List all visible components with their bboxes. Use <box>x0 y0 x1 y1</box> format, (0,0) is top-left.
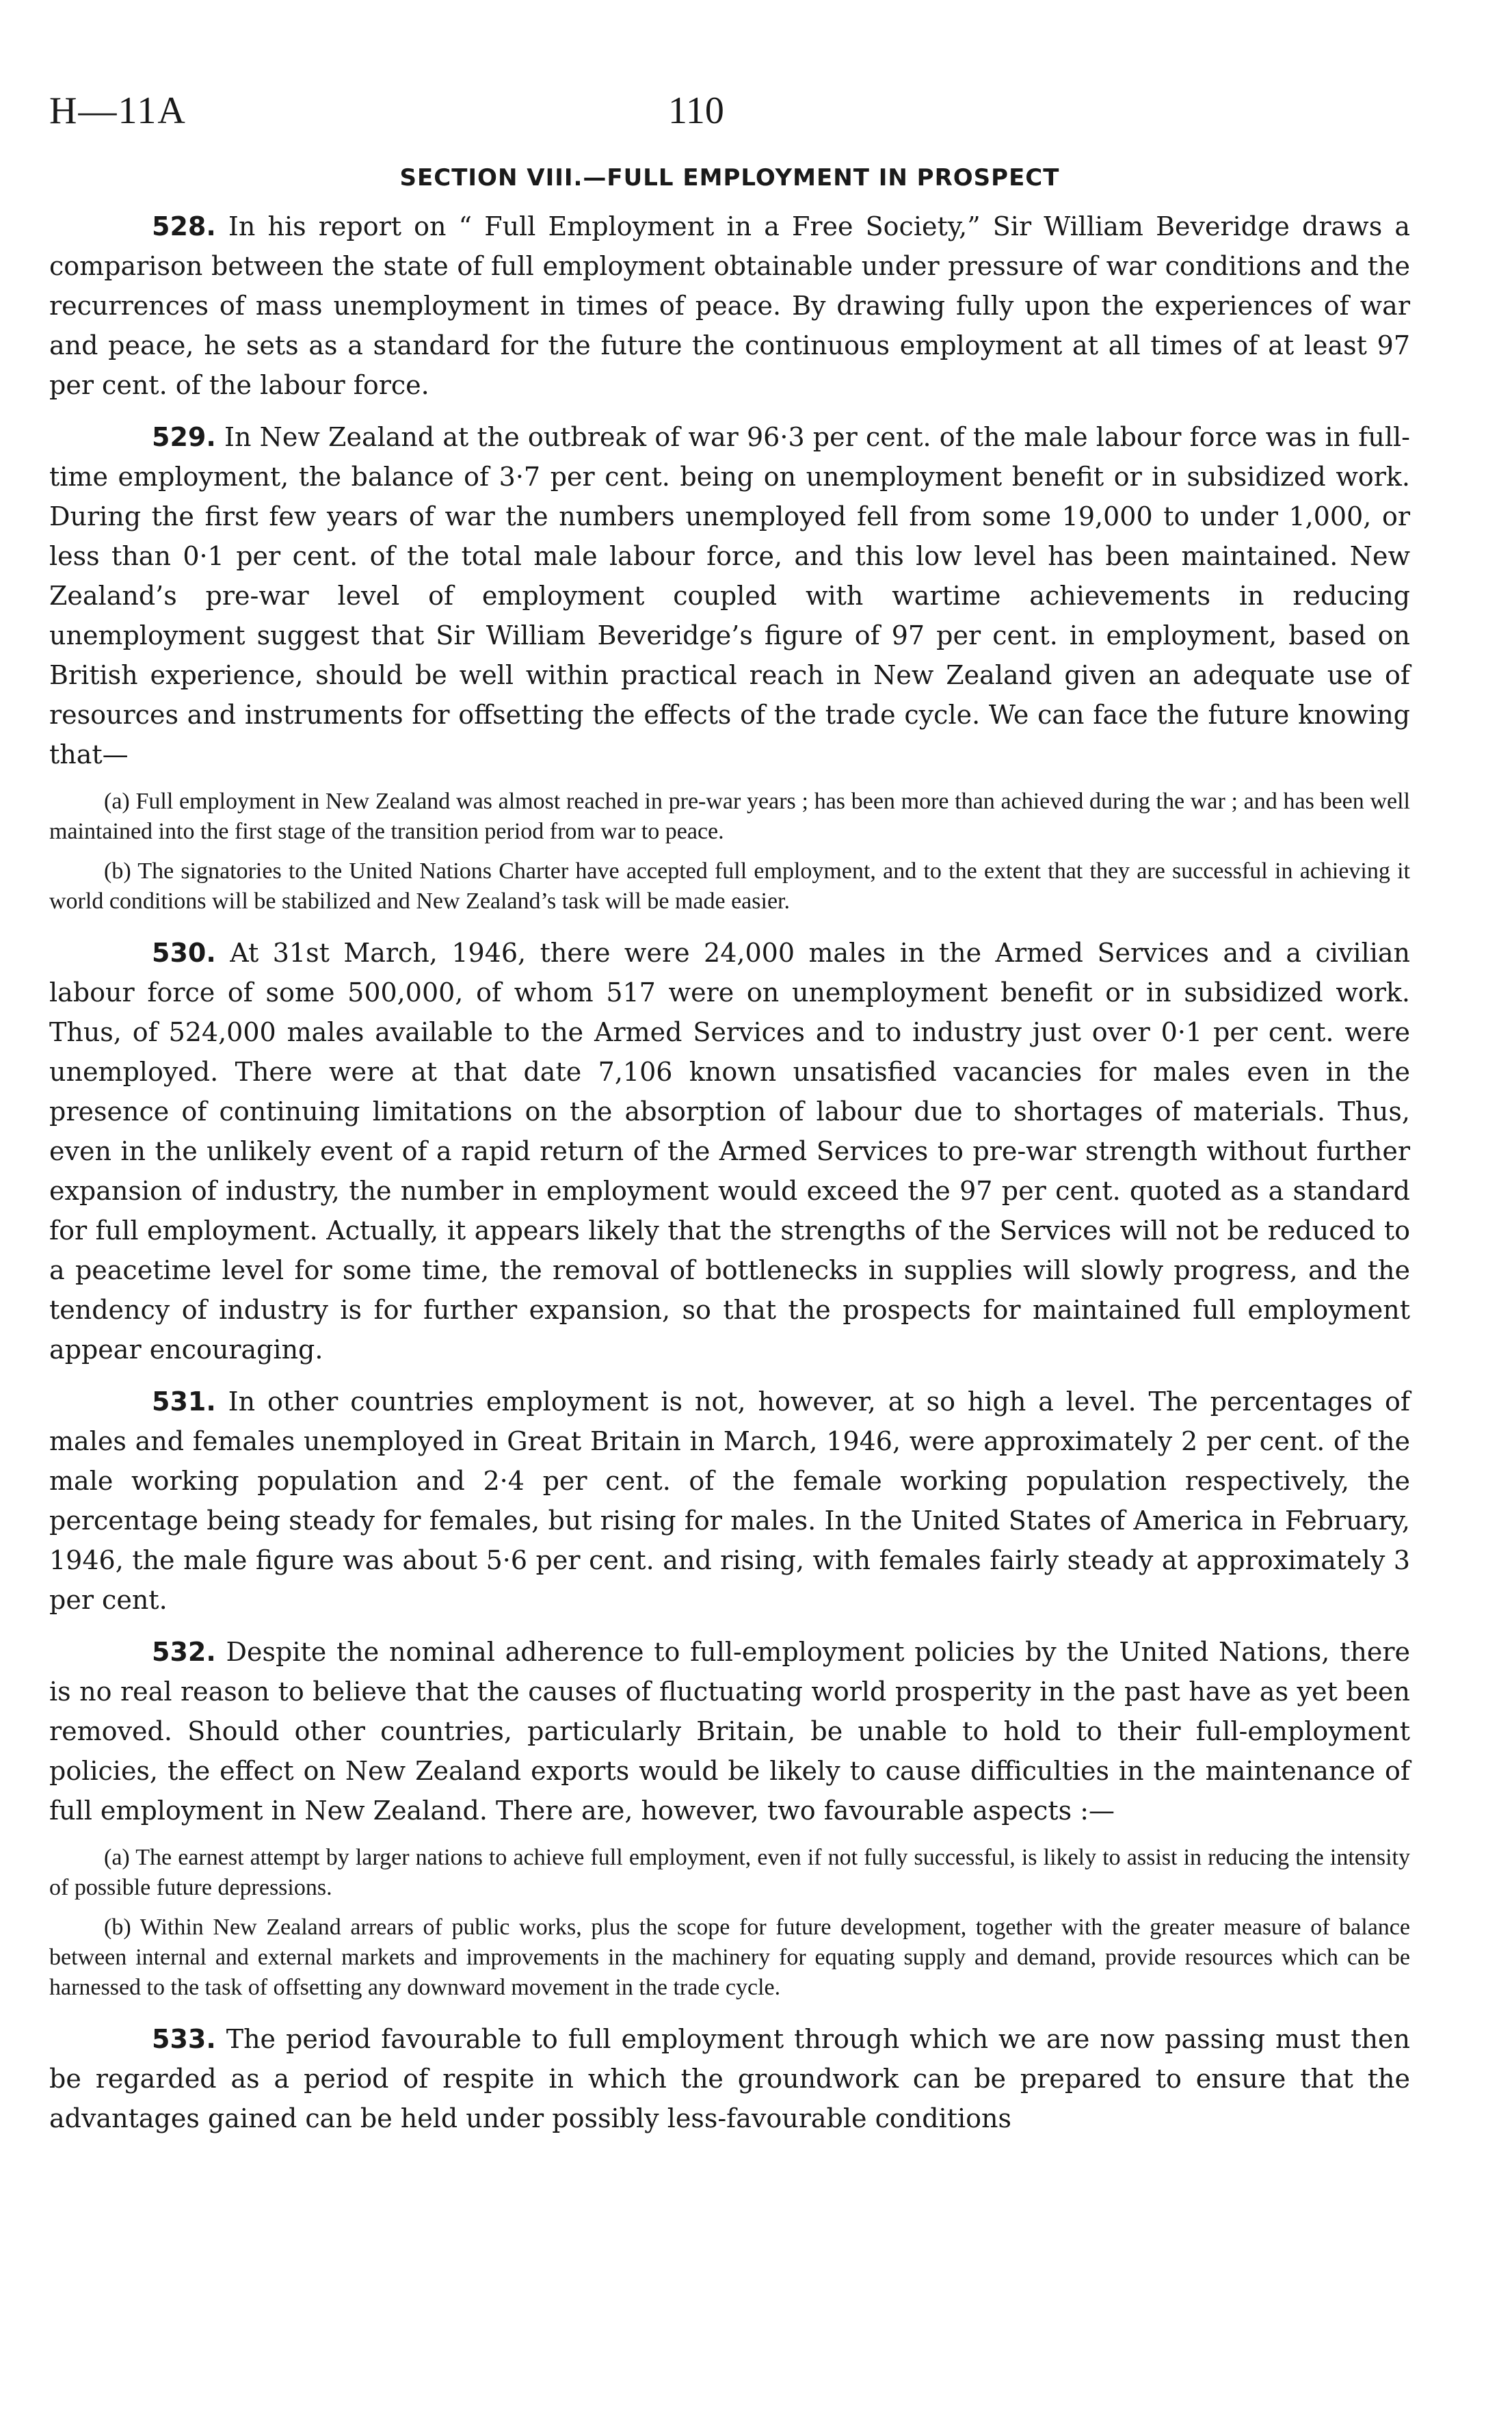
subitem-529-a <box>49 787 1410 847</box>
document-page <box>49 75 1410 2151</box>
paragraph-number: 529. <box>152 422 216 452</box>
subitem-text: Full employment in New Zealand was almost reached in pre-war years ; has been more than achieved during the war ; and has been well maintained into the first stage of the transition period from war to peace. <box>49 789 1411 844</box>
paragraph-533 <box>49 2019 1410 2138</box>
subitem-532-b <box>49 1913 1410 2003</box>
paragraph-text: In his report on “ Full Employment in a Free Society,” Sir William Beveridge draws a comparison between the state of full employment obtainable under pressure of war conditions and the recurrences of mass unemployment in times of peace. By drawing fully upon the experiences of war and peace, he sets as a standard for the future the continuous employment at all times of at least 97 per cent. of the labour force. <box>49 211 1410 400</box>
paragraph-number: 531. <box>152 1387 216 1417</box>
page-number: 110 <box>668 90 724 132</box>
subitem-label: (a) <box>104 789 130 814</box>
page-header <box>49 75 1410 137</box>
paragraph-528 <box>49 207 1410 405</box>
paragraph-text: The period favourable to full employment through which we are now passing must then be regarded as a period of respite in which the groundwork can be prepared to ensure that the advantages gained can be held under possibly less-favourable conditions <box>49 2024 1410 2133</box>
paragraph-number: 528. <box>152 211 216 241</box>
subitem-529-b <box>49 856 1410 917</box>
document-reference: H—11A <box>49 90 187 132</box>
section-title: SECTION VIII.—FULL EMPLOYMENT IN PROSPECT <box>399 164 1060 192</box>
subitem-text: The signatories to the United Nations Charter have accepted full employment, and to the extent that they are successful in achieving it world conditions will be stabilized and New Zealand’s task will be made easier. <box>49 858 1410 914</box>
subitem-text: The earnest attempt by larger nations to achieve full employment, even if not fully successful, is likely to assist in reducing the intensity of possible future depressions. <box>49 1845 1410 1900</box>
subitem-label: (b) <box>104 1915 131 1940</box>
subitem-label: (b) <box>104 858 131 884</box>
paragraph-text: In New Zealand at the outbreak of war 96·3 per cent. of the male labour force was in full-time employment, the balance of 3·7 per cent. being on unemployment benefit or in subsidized work. During the first few years of war the numbers unemployed fell from some 19,000 to under 1,000, or less than 0·1 per cent. of the total male labour force, and this low level has been maintained. New Zealand’s pre-war level of employment coupled with wartime achievements in reducing unemployment suggest that Sir William Beveridge’s figure of 97 per cent. in employment, based on British experience, should be well within practical reach in New Zealand given an adequate use of resources and instruments for offsetting the effects of the trade cycle. We can face the future knowing that— <box>49 422 1410 770</box>
paragraph-529 <box>49 417 1410 774</box>
paragraph-text: In other countries employment is not, however, at so high a level. The percentages of males and females unemployed in Great Britain in March, 1946, were approximately 2 per cent. of the male working population and 2·4 per cent. of the female working population respectively, the percentage being steady for females, but rising for males. In the United States of America in February, 1946, the male figure was about 5·6 per cent. and rising, with females fairly steady at approximately 3 per cent. <box>49 1387 1410 1615</box>
paragraph-number: 533. <box>152 2024 216 2054</box>
paragraph-number: 530. <box>152 938 216 968</box>
subitem-label: (a) <box>104 1845 130 1870</box>
paragraph-532 <box>49 1632 1410 1830</box>
subitem-532-a <box>49 1843 1410 1903</box>
paragraph-text: At 31st March, 1946, there were 24,000 males in the Armed Services and a civilian labour force of some 500,000, of whom 517 were on unemployment benefit or in subsidized work. Thus, of 524,000 males available to the Armed Services and to industry just over 0·1 per cent. were unemployed. There were at that date 7,106 known unsatisfied vacancies for males even in the presence of continuing limitations on the absorption of labour due to shortages of materials. Thus, even in the unlikely event of a rapid return of the Armed Services to pre-war strength without further expansion of industry, the number in employment would exceed the 97 per cent. quoted as a standard for full employment. Actually, it appears likely that the strengths of the Services will not be reduced to a peacetime level for some time, the removal of bottlenecks in supplies will slowly progress, and the tendency of industry is for further expansion, so that the prospects for maintained full employment appear encouraging. <box>49 938 1410 1365</box>
paragraph-number: 532. <box>152 1637 216 1667</box>
paragraph-530 <box>49 933 1410 1369</box>
paragraph-531 <box>49 1382 1410 1620</box>
subitem-text: Within New Zealand arrears of public works, plus the scope for future development, together with the greater measure of balance between internal and external markets and improvements in the machinery for equating supply and demand, provide resources which can be harnessed to the task of offsetting any downward movement in the trade cycle. <box>49 1915 1410 2000</box>
paragraph-text: Despite the nominal adherence to full-employment policies by the United Nations, there is no real reason to believe that the causes of fluctuating world prosperity in the past have as yet been removed. Should other countries, particularly Britain, be unable to hold to their full-employment policies, the effect on New Zealand exports would be likely to cause difficulties in the maintenance of full employment in New Zealand. There are, however, two favourable aspects :— <box>49 1637 1410 1826</box>
